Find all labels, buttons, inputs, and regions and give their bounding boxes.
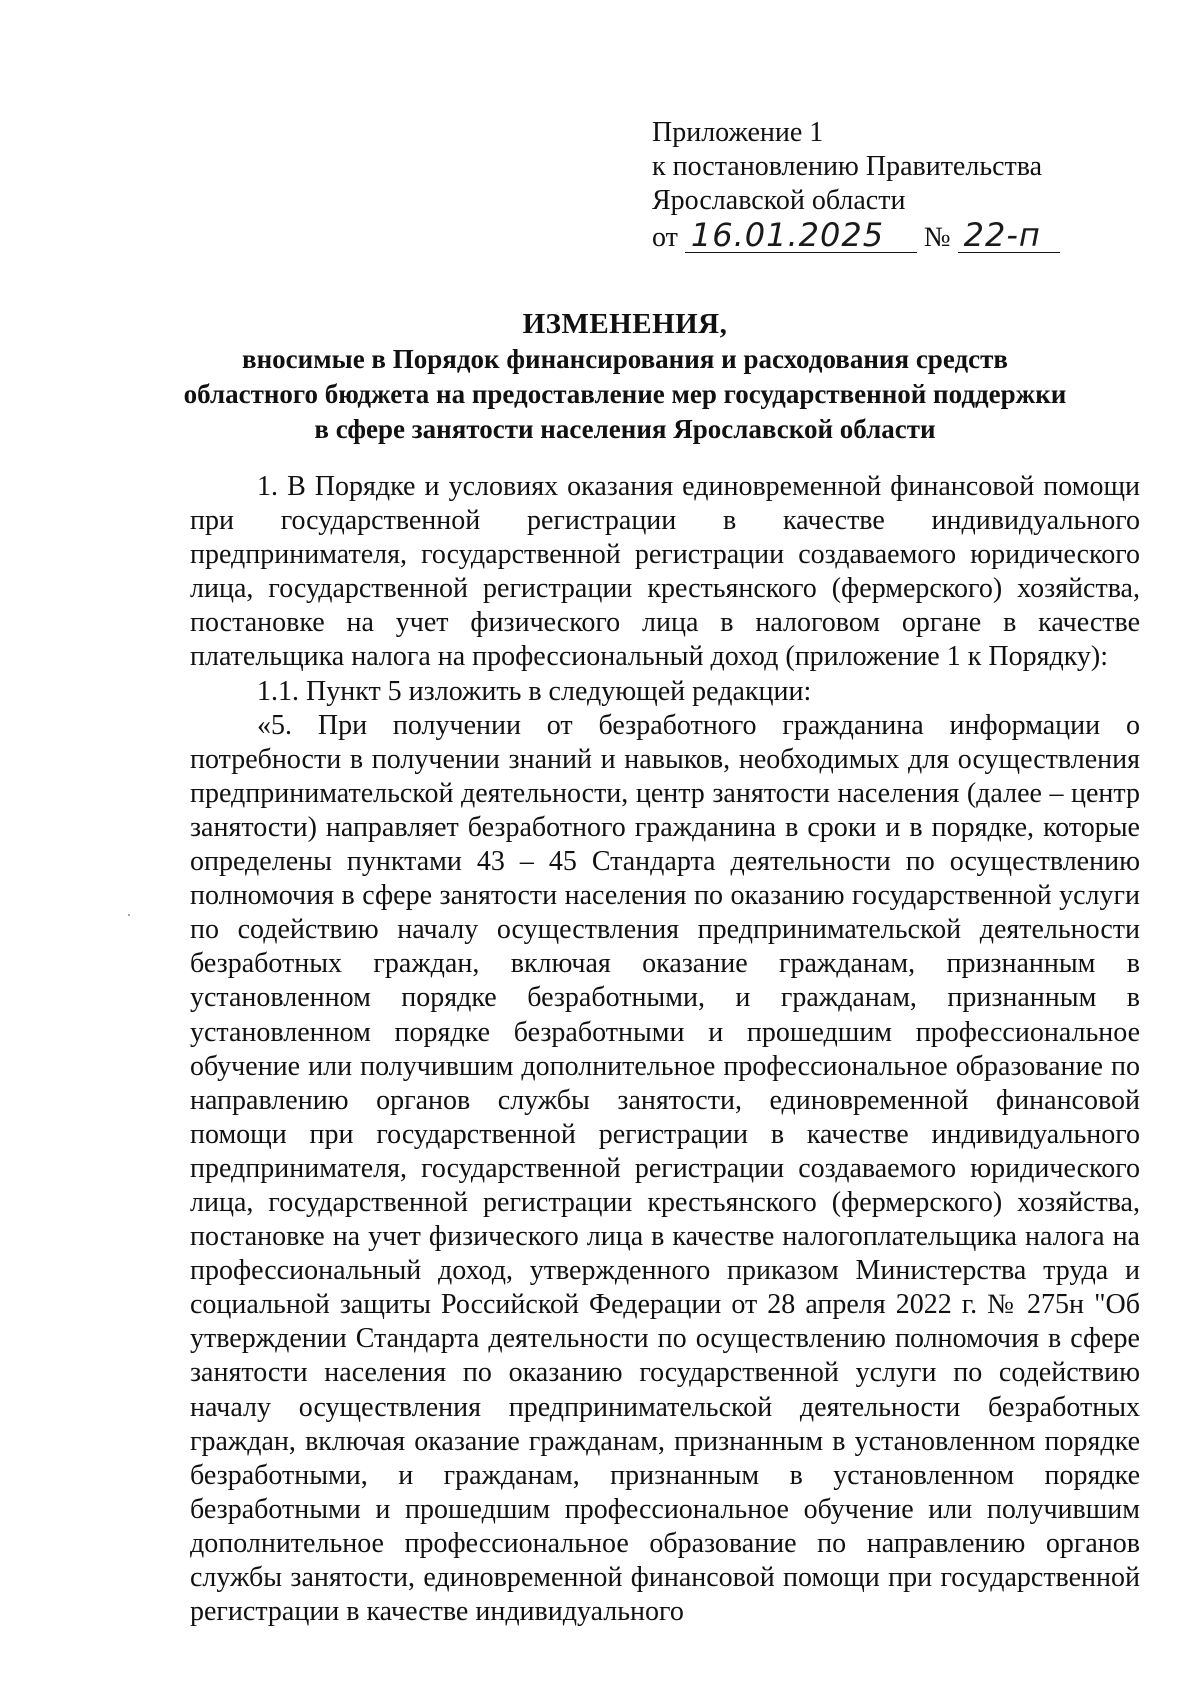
paragraph-1: 1. В Порядке и условиях оказания единовременной финансовой помощи при государственной регистрации в качестве индивидуального предпринимателя, государственной регистрации создаваемого юридического лица, государственной регистрации крестьянского (фермерского) хозяйства, постановке на учет физического лица в налоговом органе в качестве плательщика налога на профессиональный доход (приложение 1 к Порядку): — [190, 471, 1140, 673]
appendix-header — [652, 116, 1060, 255]
scan-speck — [128, 914, 130, 916]
document-subtitle-line-1: вносимые в Порядок финансирования и расходования средств — [242, 344, 1008, 374]
appendix-line-3: Ярославской области — [652, 185, 906, 216]
number-prefix: № — [923, 222, 951, 253]
document-body — [190, 470, 1140, 1629]
appendix-line-1: Приложение 1 — [652, 117, 824, 148]
document-subtitle-line-2: областного бюджета на предоставление мер государственной поддержки — [183, 379, 1067, 409]
handwritten-date: 16.01.2025 — [685, 218, 917, 253]
appendix-date-number-row — [652, 218, 1060, 255]
document-title: ИЗМЕНЕНИЯ, — [522, 308, 728, 340]
document-subtitle-line-3: в сфере занятости населения Ярославской области — [314, 414, 936, 444]
handwritten-number: 22-п — [958, 218, 1060, 253]
date-prefix: от — [652, 222, 678, 253]
document-title-block — [150, 306, 1100, 447]
paragraph-5-quote: «5. При получении от безработного гражданина информации о потребности в получении знаний и навыков, необходимых для осуществления предпринимательской деятельности, центр занятости населения (далее – центр занятости) направляет безработного гражданина в сроки и в порядке, которые определены пунктами 43 – 45 Стандарта деятельности по осуществлению полномочия в сфере занятости населения по оказанию государственной услуги по содействию началу осуществления предпринимательской деятельности безработных граждан, включая оказание гражданам, признанным в установленном порядке безработными, и гражданам, признанным в установленном порядке безработными и прошедшим профессиональное обучение или получившим дополнительное профессиональное образование по направлению органов службы занятости, единовременной финансовой помощи при государственной регистрации в качестве индивидуального предпринимателя, государственной регистрации создаваемого юридического лица, государственной регистрации крестьянского (фермерского) хозяйства, постановке на учет физического лица в качестве налогоплательщика налога на профессиональный доход, утвержденного приказом Министерства труда и социальной защиты Российской Федерации от 28 апреля 2022 г. № 275н "Об утверждении Стандарта деятельности по осуществлению полномочия в сфере занятости населения по оказанию государственной услуги по содействию началу осуществления предпринимательской деятельности безработных граждан, включая оказание гражданам, признанным в установленном порядке безработными, и гражданам, признанным в установленном порядке безработными и прошедшим профессиональное обучение или получившим дополнительное профессиональное образование по направлению органов службы занятости, единовременной финансовой помощи при государственной регистрации в качестве индивидуального — [190, 709, 1140, 1628]
paragraph-1-1: 1.1. Пункт 5 изложить в следующей редакции: — [257, 675, 812, 707]
appendix-line-2: к постановлению Правительства — [652, 151, 1043, 182]
